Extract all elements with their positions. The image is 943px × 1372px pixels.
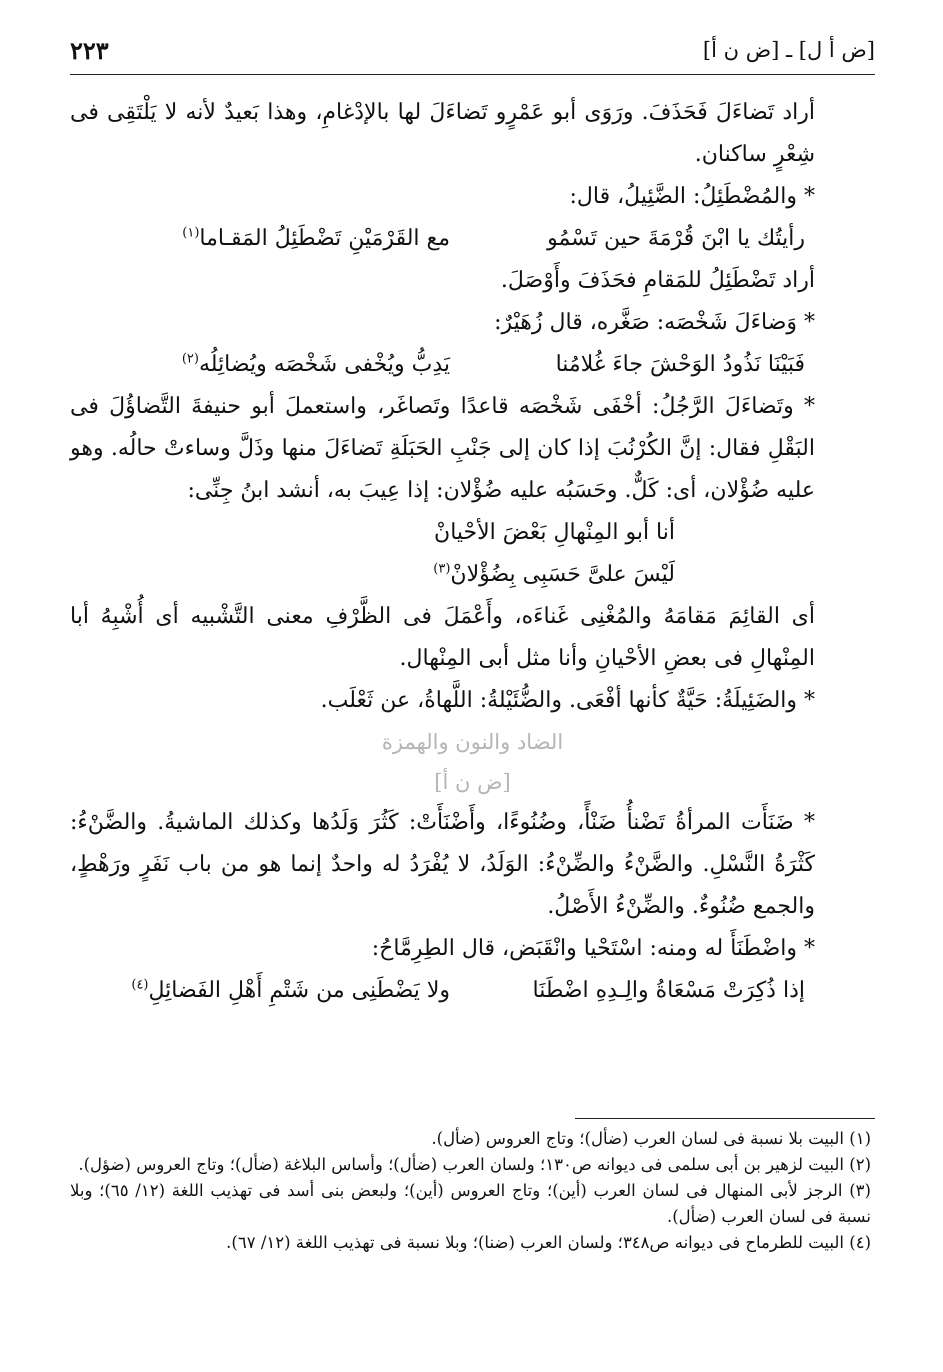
footnote: (٤) البيت للطرماح فى ديوانه ص٣٤٨؛ ولسان العرب (ضنا)؛ وبلا نسبة فى تهذيب اللغة (١٢/ ٦٧).	[226, 1233, 871, 1252]
paragraph: * ضَنَأَت المرأةُ تَضْنأُ ضَنْأً، وضُنُوءًا، وأَضْنَأَتْ: كَثُرَ وَلَدُها وكذلك الماشيةُ. والضَّنْءُ: كَثْرَةُ النَّسْلِ. والضَّنْءُ والضِّنْءُ: الوَلَدُ، لا يُفْرَدُ له واحدٌ إنما هو من باب نَفَرٍ ورَهْطٍ، والجمع ضُنُوءٌ. والضِّنْءُ الأَصْلُ.	[70, 810, 815, 919]
verse-hemistich-first: إذا ذُكِرَتْ مَسْعَاةُ والِـدِهِ اضْطَنَا	[532, 978, 805, 1003]
footnote-marker: (٤)	[131, 977, 149, 993]
paragraph: * واضْطَنَأَ له ومنه: اسْتَحْيا وانْقَبَض، قال الطِرِمَّاحُ:	[371, 936, 815, 961]
footnote-marker: (٣)	[433, 561, 451, 577]
header-rule	[70, 74, 875, 75]
footnote-marker: (٢)	[181, 351, 199, 367]
book-page	[70, 36, 875, 1252]
section-subtitle: [ض ن أ]	[434, 770, 511, 794]
verse-line	[70, 970, 875, 1012]
verse-hemistich-second: مع القَرْمَيْنِ تَضْطَئِلُ المَقـاما$^{(١)}$	[182, 225, 450, 251]
rajaz-line: لَيْسَ علىَّ حَسَبِى بِضُؤْلانْ$^{(٣)}$	[433, 561, 675, 587]
paragraph: * وتَضاءَلَ الرَّجُلُ: أخْفَى شَخْصَه قاعدًا وتَصاغَر، واستعملَ أبو حنيفةَ التَّضاؤُلَ فى البَقْلِ فقال: إنَّ الكُرْنُبَ إذا كان إلى جَنْبِ الحَبَلَةِ تَضاءَلَ منها وذَلَّ وساءتْ حالُه. وهو عليه ضُؤْلان، أى: كَلٌّ. وحَسَبُه عليه ضُؤْلان: إذا عِيبَ به، أنشد ابنُ جِنِّى:	[70, 394, 815, 503]
footnote-rule	[575, 1118, 875, 1119]
running-title: [ض أ ل] ـ [ض ن أ]	[702, 38, 875, 62]
paragraph: * والمُضْطَئِلُ: الضَّئِيلُ، قال:	[569, 184, 815, 209]
verse-hemistich-second: ولا يَضْطَنِى من شَتْمِ أَهْلِ الفَضائِلِ$^{(٤)}$	[131, 977, 450, 1003]
main-text	[70, 92, 875, 1012]
footnote: (١) البيت بلا نسبة فى لسان العرب (ضأل)؛ وتاج العروس (ضأل).	[431, 1129, 871, 1148]
footnote-marker: (١)	[182, 225, 200, 241]
rajaz-line: أنا أبو المِنْهالِ بَعْضَ الأحْيانْ	[434, 520, 675, 545]
paragraph: * وَضاءَلَ شَخْصَه: صَغَّره، قال زُهَيْرٌ:	[494, 310, 815, 335]
section-title: الضاد والنون والهمزة	[381, 730, 564, 754]
paragraph: أراد تَضاءَلَ فَحَذَفَ. ورَوَى أبو عَمْرٍو تَضاءَلَ لها بالإدْغامِ، وهذا بَعيدٌ لأنه لا يَلْتَقِى فى شِعْرٍ ساكنان.	[70, 100, 815, 167]
page-header	[70, 36, 875, 74]
verse-line	[70, 344, 875, 386]
verse-hemistich-second: يَدِبُّ ويُخْفى شَخْصَه ويُضائِلُه$^{(٢)}$	[181, 351, 450, 377]
paragraph: * والضَئِيلَةُ: حَيَّةٌ كأنها أفْعَى. والضُّئَيْلةُ: اللَّهاةُ، عن ثَعْلَب.	[320, 688, 815, 713]
paragraph: أراد تَضْطَئِلُ للمَقامِ فحَذَفَ وأَوْصَلَ.	[500, 268, 815, 293]
verse-hemistich-first: رأيتُك يا ابْنَ قُرْمَةَ حين تَسْمُو	[547, 226, 805, 251]
footnote: (٣) الرجز لأبى المنهال فى لسان العرب (أين)؛ وتاج العروس (أين)؛ ولبعض بنى أسد فى تهذيب اللغة (١٢/ ٦٥)؛ وبلا نسبة فى لسان العرب (ضأل).	[70, 1181, 871, 1226]
page-number: ٢٢٣	[70, 36, 109, 65]
footnotes	[70, 1126, 875, 1256]
verse-line	[70, 218, 875, 260]
verse-hemistich-first: فَبَيْنَا نَذُودُ الوَحْشَ جاءَ غُلامُنا	[555, 352, 805, 377]
footnote: (٢) البيت لزهير بن أبى سلمى فى ديوانه ص١٣٠؛ ولسان العرب (ضأل)؛ وأساس البلاغة (ضأل)؛ وتاج العروس (ضؤل).	[78, 1155, 871, 1174]
paragraph: أى القائِمَ مَقامَهُ والمُغْنِى غَناءَه، وأَعْمَلَ فى الظَّرْفِ معنى التَّشْبيه أى أُشْبِهُ أبا المِنْهالِ فى بعضِ الأحْيانِ وأنا مثل أبى المِنْهال.	[70, 604, 815, 671]
